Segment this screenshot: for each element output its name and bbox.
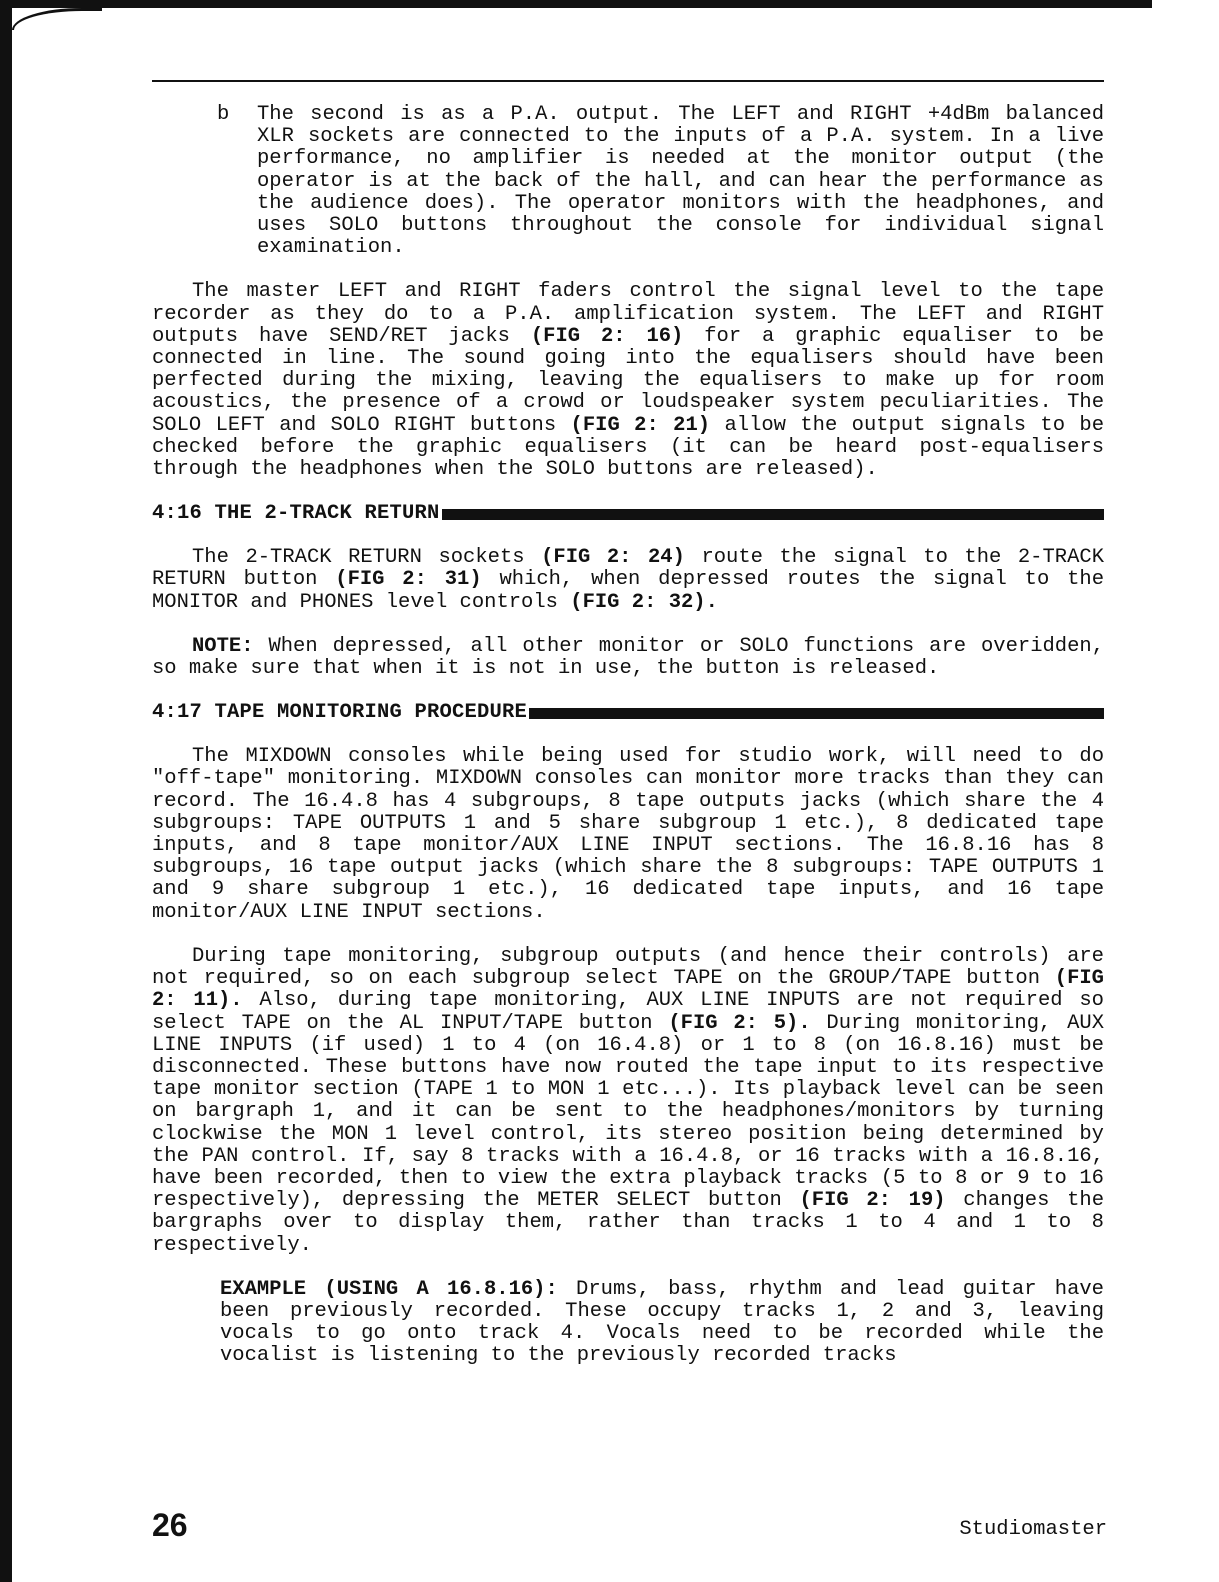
footer-brand: Studiomaster: [959, 1518, 1107, 1541]
text-run: route the signal to the 2-TRACK RETURN button: [152, 546, 1104, 592]
note-text: When depressed, all other monitor or SOLO functions are overidden, so make sure that when it is not in use, the button is released.: [152, 634, 1104, 681]
text-run: The master LEFT and RIGHT faders control the signal level to the tape recorder as they do to a P.A. amplification system. The LEFT and RIGHT outputs have SEND/RET jacks: [152, 280, 1104, 348]
page-number: 26: [152, 1507, 188, 1543]
header-rule: [152, 80, 1104, 82]
section-heading-text: 4:16 THE 2-TRACK RETURN: [152, 502, 440, 526]
list-item-text: The second is as a P.A. output. The LEFT and RIGHT +4dBm balanced XLR sockets are connected to the inputs of a P.A. system. In a live performance, no amplifier is needed at the monitor output (the operator is at the back of the hall, and can hear the performance as the audience does). The operator monitors with the headphones, and uses SOLO buttons throughout the console for individual signal examination.: [257, 103, 1104, 260]
section-heading-4-16: [152, 503, 1104, 525]
list-item-b: [152, 104, 1104, 259]
page-body: [152, 104, 1104, 1390]
scan-edge-left: [0, 0, 12, 1582]
note-label: NOTE:: [192, 634, 254, 658]
text-run: During monitoring, AUX LINE INPUTS (if used) 1 to 4 (on 16.4.8) or 1 to 8 (on 16.8.16) must be disconnected. These buttons have now routed the tape input to its respective tape monitor section (TAPE 1 to MON 1 etc...). Its playback level can be seen on bargraph 1, and it can be sent to the headphones/monitors by turning clockwise the MON 1 level control, its stereo position being determined by the PAN control. If, say 8 tracks with a 16.4.8, or 16 tracks with a 16.8.16, have been recorded, then to view the extra playback tracks (5 to 8 or 9 to 16 respectively), depressing the METER SELECT button: [152, 1011, 1104, 1213]
scan-edge-top: [0, 0, 1152, 8]
note-paragraph: [152, 636, 1104, 680]
text-run: Also, during tape monitoring, AUX LINE INPUTS are not required so select TAPE on the AL INPUT/TAPE button: [152, 989, 1104, 1035]
fig-reference: (FIG 2: 19): [799, 1189, 946, 1213]
section-heading-text: 4:17 TAPE MONITORING PROCEDURE: [152, 701, 528, 725]
text-run: The 2-TRACK RETURN sockets: [192, 546, 542, 570]
two-track-return-paragraph: [152, 547, 1104, 614]
text-run: which, when depressed routes the signal to the MONITOR and PHONES level controls: [152, 568, 1105, 614]
text-run: allow the output signals to be checked before the graphic equalisers (it can be heard post-equalisers through the headphones when the SOLO buttons are released).: [152, 413, 1104, 482]
fig-reference: (FIG 2: 11).: [152, 967, 1104, 1013]
tape-monitoring-paragraph: [152, 946, 1104, 1257]
fig-reference: (FIG 2: 21): [570, 413, 711, 437]
mixdown-paragraph: The MIXDOWN consoles while being used for studio work, will need to do "off-tape" monitoring. MIXDOWN consoles can monitor more tracks than they can record. The 16.4.8 has 4 subgroups, 8 tape outputs jacks (which share the 4 subgroups: TAPE OUTPUTS 1 and 5 share subgroup 1 etc.), 8 dedicated tape inputs, and 8 tape monitor/AUX LINE INPUT sections. The 16.8.16 has 8 subgroups, 16 tape output jacks (which share the 8 subgroups: TAPE OUTPUTS 1 and 9 share subgroup 1 etc.), 16 dedicated tape inputs, and 16 tape monitor/AUX LINE INPUT sections.: [152, 745, 1104, 924]
list-letter: b: [217, 103, 230, 126]
section-heading-4-17: [152, 702, 1104, 724]
text-run: changes the bargraphs over to display them, rather than tracks 1 to 4 and 1 to 8 respectively.: [152, 1189, 1105, 1257]
scan-edge-corner: [12, 8, 102, 30]
scan-edge-bottom-left: [0, 1560, 12, 1582]
fig-reference: (FIG 2: 5).: [668, 1011, 811, 1035]
fig-reference: (FIG 2: 32).: [570, 590, 718, 614]
text-run: During tape monitoring, subgroup outputs (and hence their controls) are not required, so on each subgroup select TAPE on the GROUP/TAPE button: [152, 944, 1104, 991]
heading-bar: [442, 509, 1104, 520]
heading-bar: [529, 708, 1104, 719]
example-text: Drums, bass, rhythm and lead guitar have been previously recorded. These occupy tracks 1, 2 and 3, leaving vocals to go onto track 4. Vocals need to be recorded while the vocalist is listening to the previously recorded tracks: [220, 1277, 1104, 1368]
master-faders-paragraph: [152, 281, 1104, 481]
fig-reference: (FIG 2: 31): [335, 568, 482, 592]
example-label: EXAMPLE (USING A 16.8.16):: [220, 1277, 558, 1301]
text-run: for a graphic equaliser to be connected in line. The sound going into the equalisers should have been perfected during the mixing, leaving the equalisers to make up for room acoustics, the presence of a crowd or loudspeaker system peculiarities. The SOLO LEFT and SOLO RIGHT buttons: [152, 324, 1104, 437]
fig-reference: (FIG 2: 16): [530, 324, 684, 348]
example-paragraph: [152, 1279, 1104, 1368]
fig-reference: (FIG 2: 24): [541, 546, 685, 570]
